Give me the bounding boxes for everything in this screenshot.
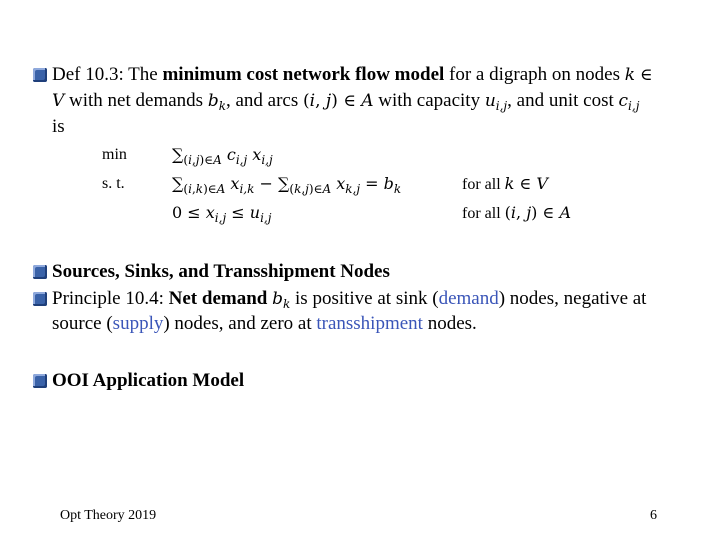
lp-forall-1: for all k ∈ V bbox=[462, 174, 548, 193]
bullet-icon bbox=[33, 374, 47, 388]
lp-capacity-constraint: $0 \le x_{i,j} \le u_{i,j}$ bbox=[172, 203, 272, 225]
lp-min-label: min bbox=[102, 146, 127, 163]
footer-course: Opt Theory 2019 bbox=[60, 508, 157, 523]
sources-heading: Sources, Sinks, and Transshipment Nodes bbox=[52, 261, 390, 282]
bullet-icon bbox=[33, 68, 47, 82]
supply-term: supply bbox=[112, 313, 164, 334]
lp-st-label: s. t. bbox=[102, 175, 125, 192]
principle-line-1: Principle 10.4: Net demand $b_k$ is positive at sink (demand) nodes, negative at bbox=[52, 288, 647, 311]
definition-line-2: V with net demands $b_k$, and arcs (i, j) ∈ A with capacity $u_{i,j}$, and unit cost $c_{i,j}$ bbox=[52, 90, 640, 113]
lp-objective: $\sum_{(i,j)\in A}$ $c_{i,j}$ $x_{i,j}$ bbox=[172, 145, 273, 167]
ooi-heading: OOI Application Model bbox=[52, 370, 245, 391]
def-term: minimum cost network flow model bbox=[162, 64, 445, 85]
definition-line-1: Def 10.3: The minimum cost network flow model for a digraph on nodes k ∈ bbox=[52, 64, 653, 85]
transshipment-term: transshipment bbox=[316, 313, 423, 334]
lp-flow-constraint: $\sum_{(i,k)\in A}$ $x_{i,k} - \sum_{(k,j)\in A}$ $x_{k,j} = b_k$ bbox=[172, 174, 402, 196]
principle-line-2: source (supply) nodes, and zero at transshipment nodes. bbox=[52, 313, 477, 334]
demand-term: demand bbox=[438, 288, 499, 309]
bullet-icon bbox=[33, 265, 47, 279]
page-number: 6 bbox=[650, 508, 657, 523]
bullet-icon bbox=[33, 292, 47, 306]
definition-line-3: is bbox=[52, 116, 65, 137]
lp-forall-2: for all (i, j) ∈ A bbox=[462, 203, 571, 222]
def-label: Def 10.3: The bbox=[52, 64, 163, 85]
